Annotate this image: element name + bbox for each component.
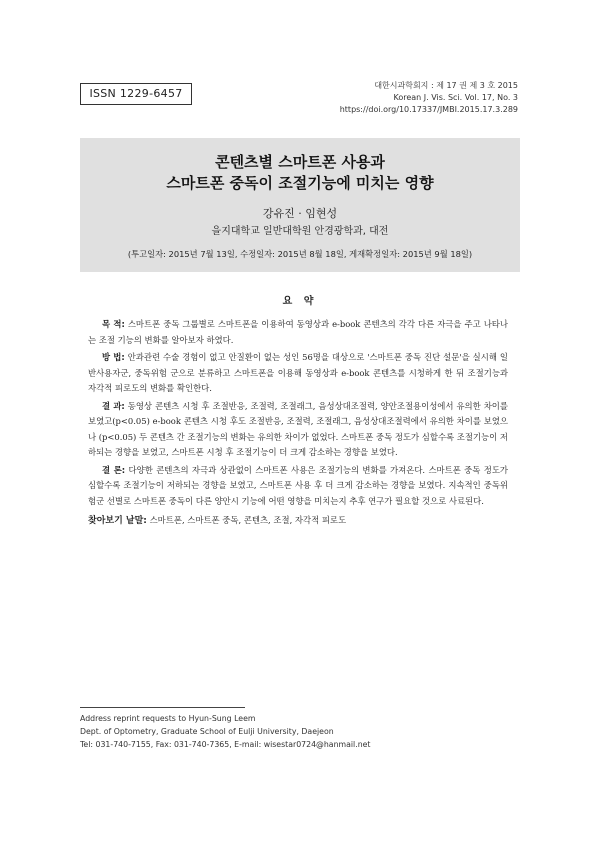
footnote-line-1: Address reprint requests to Hyun-Sung Leem (80, 714, 256, 723)
author-list: 강유진 · 임현성 (262, 207, 338, 220)
author-affiliation: 을지대학교 일반대학원 안경광학과, 대전 (211, 226, 389, 237)
submission-dates: (투고일자: 2015년 7월 13일, 수정일자: 2015년 8월 18일, 게재확정일자: 2015년 9월 18일) (127, 249, 473, 259)
journal-doi-link[interactable]: https://doi.org/10.17337/JMBI.2015.17.3.289 (339, 105, 518, 114)
footnote-line-3: Tel: 031-740-7155, Fax: 031-740-7365, E-mail: wisestar0724@hanmail.net (80, 740, 371, 749)
purpose-text: 스마트폰 중독 그룹별로 스마트폰을 이용하여 동영상과 e-book 콘텐츠의 각각 다른 자극을 주고 나타나는 조절 기능의 변화를 알아보자 하였다. (88, 319, 508, 345)
abstract-conclusion (88, 463, 508, 510)
keywords-label: 찾아보기 낱말: (88, 516, 147, 526)
title-line-2: 스마트폰 중독이 조절기능에 미치는 영향 (166, 174, 434, 192)
abstract-heading: 요 약 (282, 296, 318, 307)
result-text: 동영상 콘텐츠 시청 후 조절반응, 조절력, 조절래그, 음성상대조절력, 양안조절용이성에서 유의한 차이를 보였고(p<0.05) e-book 콘텐츠 시청 후도 조절반응, 조절력, 조절래그, 음성상대조절력에서 유의한 차이를 보였으나 (p<0.05) 두 콘텐츠 간 조절기능의 변화는 유의한 차이가 없었다. 스마트폰 중독 정도가 심할수록 조절기능이 저하되는 경향을 보였고, 스마트폰 시청 후 조절기능이 더 크게 감소하는 경향을 보였다. (88, 400, 508, 457)
footnote-line-2: Dept. of Optometry, Graduate School of Eulji University, Daejeon (80, 727, 334, 736)
article-title (80, 152, 520, 194)
conclusion-label: 결 론: (102, 464, 126, 475)
journal-line-english: Korean J. Vis. Sci. Vol. 17, No. 3 (393, 93, 518, 102)
abstract-result (88, 399, 508, 461)
method-label: 방 법: (102, 352, 125, 362)
title-line-1: 콘텐츠별 스마트폰 사용과 (215, 153, 385, 171)
method-text: 안과관련 수술 경험이 없고 안질환이 없는 성인 56명을 대상으로 '스마트폰 중독 진단 설문'을 실시해 일반사용자군, 중독위험 군으로 분류하고 스마트폰을 이용해 동영상과 e-book 콘텐츠를 시청하게 한 뒤 조절기능과 자각적 피로도의 변화를 확인한다. (88, 352, 509, 393)
abstract-purpose (88, 317, 508, 348)
keywords-text: 스마트폰, 스마트폰 중독, 콘텐츠, 조절, 자각적 피로도 (149, 515, 347, 525)
journal-citation (258, 80, 518, 116)
abstract-method (88, 350, 508, 397)
keywords (88, 513, 508, 528)
result-label: 결 과: (102, 400, 125, 411)
abstract-body (88, 317, 508, 511)
footnote-divider (80, 707, 245, 708)
conclusion-text: 다양한 콘텐츠의 자극과 상관없이 스마트폰 사용은 조절기능의 변화를 가져온다. 스마트폰 중독 정도가 심할수록 조절기능이 저하되는 경향을 보였고, 스마트폰 사용 후 더 크게 감소하는 경향을 보였다. 지속적인 중독위험군 선별로 스마트폰 중독이 다른 양안시 기능에 어떤 영향을 미치는지 추후 연구가 필요할 것으로 사료된다. (88, 464, 508, 506)
article-header (80, 138, 520, 272)
purpose-label: 목 적: (102, 319, 125, 329)
correspondence-footnote (80, 712, 520, 751)
issn-box: ISSN 1229-6457 (80, 83, 192, 105)
journal-line-korean: 대한시과학회지 : 제 17 권 제 3 호 2015 (374, 81, 518, 90)
